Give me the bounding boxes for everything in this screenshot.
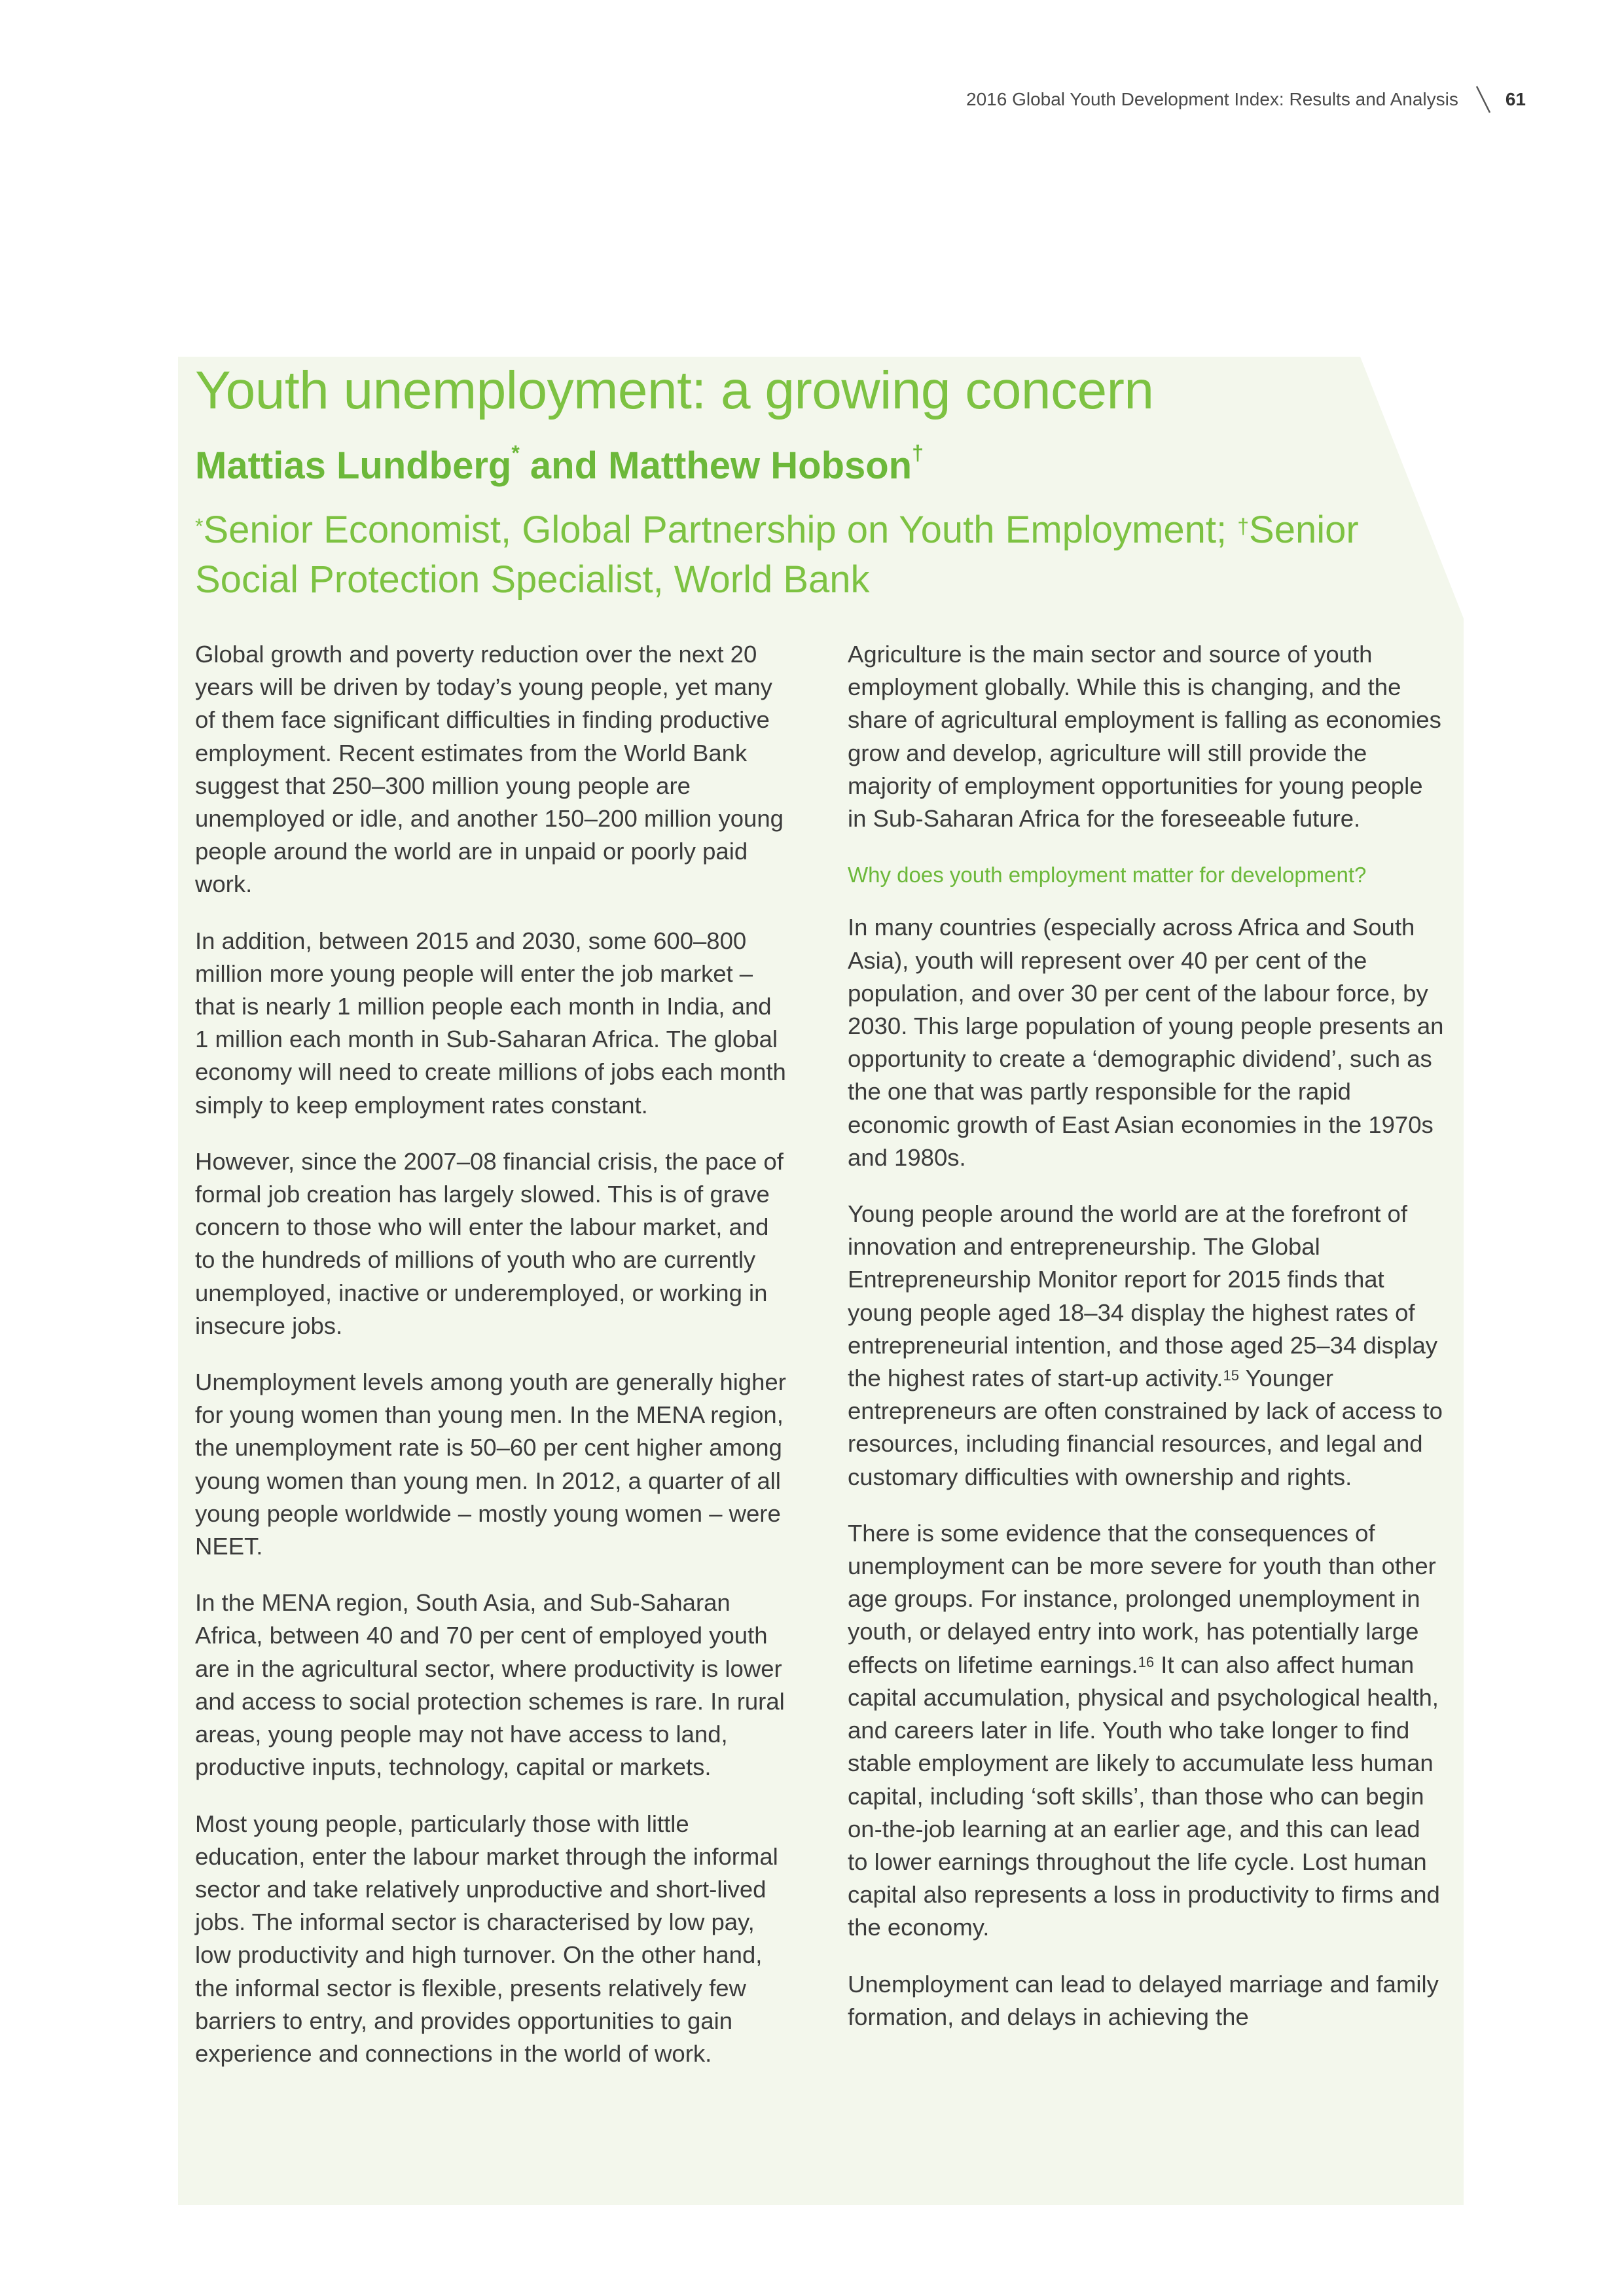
text-run: It can also affect human capital accumulation, physical and psychological health, and careers later in life. Youth who take longer to find stable employment are likely to accumulate less human capital, including ‘soft skills’, than those who can begin on-the-job learning at an earlier age, and this can lead to lower earnings throughout the life cycle. Lost human capital also represents a loss in productivity to firms and the economy. xyxy=(848,1651,1440,1941)
text-run: Younger entrepreneurs are often constrained by lack of access to resources, including financial resources, and legal and customary difficulties with ownership and rights. xyxy=(848,1365,1443,1490)
body-paragraph: Most young people, particularly those with little education, enter the labour market through the informal sector and take relatively unproductive and short-lived jobs. The informal sector is characterised by low pay, low productivity and high turnover. On the other hand, the informal sector is flexible, presents relatively few barriers to entry, and provides opportunities to gain experience and connections in the world of work. xyxy=(195,1810,778,2067)
body-paragraph xyxy=(848,1517,1447,1945)
authors-line xyxy=(195,441,924,488)
body-paragraph xyxy=(848,1198,1447,1494)
text-run: There is some evidence that the consequences of unemployment can be more severe for youth than other age groups. For instance, prolonged unemployment in youth, or delayed entry into work, has potentially large effects on lifetime earnings. xyxy=(848,1519,1436,1678)
author1-mark: * xyxy=(511,441,520,465)
author-affiliations xyxy=(195,505,1426,605)
text-run: Young people around the world are at the forefront of innovation and entrepreneurship. The Global Entrepreneurship Monitor report for 2015 finds that young people aged 18–34 display the highest rates of entrepreneurial intention, and those aged 25–34 display the highest rates of start-up activity. xyxy=(848,1200,1438,1392)
page-number: 61 xyxy=(1505,89,1526,109)
author-join: and xyxy=(519,444,609,487)
body-paragraph: In many countries (especially across Africa and South Asia), youth will represent over 40 per cent of the population, and over 30 per cent of the labour force, by 2030. This large population of young people presents an opportunity to create a ‘demographic dividend’, such as the one that was partly responsible for the rapid economic growth of East Asian economies in the 1970s and 1980s. xyxy=(848,914,1444,1171)
author-lundberg: Mattias Lundberg xyxy=(195,444,512,487)
aff1-text: Senior Economist, Global Partnership on Youth Employment; xyxy=(203,509,1238,551)
body-paragraph: Global growth and poverty reduction over the next 20 years will be driven by today’s young people, yet many of them face significant difficulties in finding productive employment. Recent estimates from the World Bank suggest that 250–300 million young people are unemployed or idle, and another 150–200 million young people around the world are in unpaid or poorly paid work. xyxy=(195,641,784,898)
author-hobson: Matthew Hobson xyxy=(608,444,912,487)
body-paragraph: Unemployment can lead to delayed marriage and family formation, and delays in achieving the xyxy=(848,1970,1439,2030)
aff2-text: Senior Social Protection Specialist, World Bank xyxy=(195,509,1359,601)
running-header xyxy=(966,84,1526,115)
footnote-ref-16[interactable]: 16 xyxy=(1138,1653,1155,1670)
section-subheading: Why does youth employment matter for development? xyxy=(848,863,1367,888)
footnote-ref-15[interactable]: 15 xyxy=(1223,1367,1239,1384)
running-title: 2016 Global Youth Development Index: Results and Analysis xyxy=(966,89,1458,109)
body-paragraph: However, since the 2007–08 financial crisis, the pace of formal job creation has largely slowed. This is of grave concern to those who will enter the labour market, and to the hundreds of millions of youth who are currently unemployed, inactive or underemployed, or working in insecure jobs. xyxy=(195,1147,784,1339)
right-column xyxy=(848,638,1447,2057)
body-paragraph: In addition, between 2015 and 2030, some 600–800 million more young people will enter the job market – that is nearly 1 million people each month in India, and 1 million each month in Sub-Saharan Africa. The global economy will need to create millions of jobs each month simply to keep employment rates constant. xyxy=(195,927,786,1119)
left-column xyxy=(195,638,791,2094)
article-title: Youth unemployment: a growing concern xyxy=(195,361,1154,420)
body-paragraph: In the MENA region, South Asia, and Sub-Saharan Africa, between 40 and 70 per cent of employed youth are in the agricultural sector, where productivity is lower and access to social protection schemes is rare. In rural areas, young people may not have access to land, productive inputs, technology, capital or markets. xyxy=(195,1589,785,1781)
aff1-mark: * xyxy=(195,514,204,538)
aff2-mark: † xyxy=(1237,514,1250,538)
body-paragraph: Unemployment levels among youth are generally higher for young women than young men. In the MENA region, the unemployment rate is 50–60 per cent higher among young women than young men. In 2012, a quarter of all young people worldwide – mostly young women – were NEET. xyxy=(195,1369,786,1560)
body-paragraph: Agriculture is the main sector and source of youth employment globally. While this is changing, and the share of agricultural employment is falling as economies grow and develop, agriculture will still provide the majority of employment opportunities for young people in Sub-Saharan Africa for the foreseeable future. xyxy=(848,641,1441,833)
backslash-separator xyxy=(1470,84,1496,115)
author2-mark: † xyxy=(912,441,924,465)
